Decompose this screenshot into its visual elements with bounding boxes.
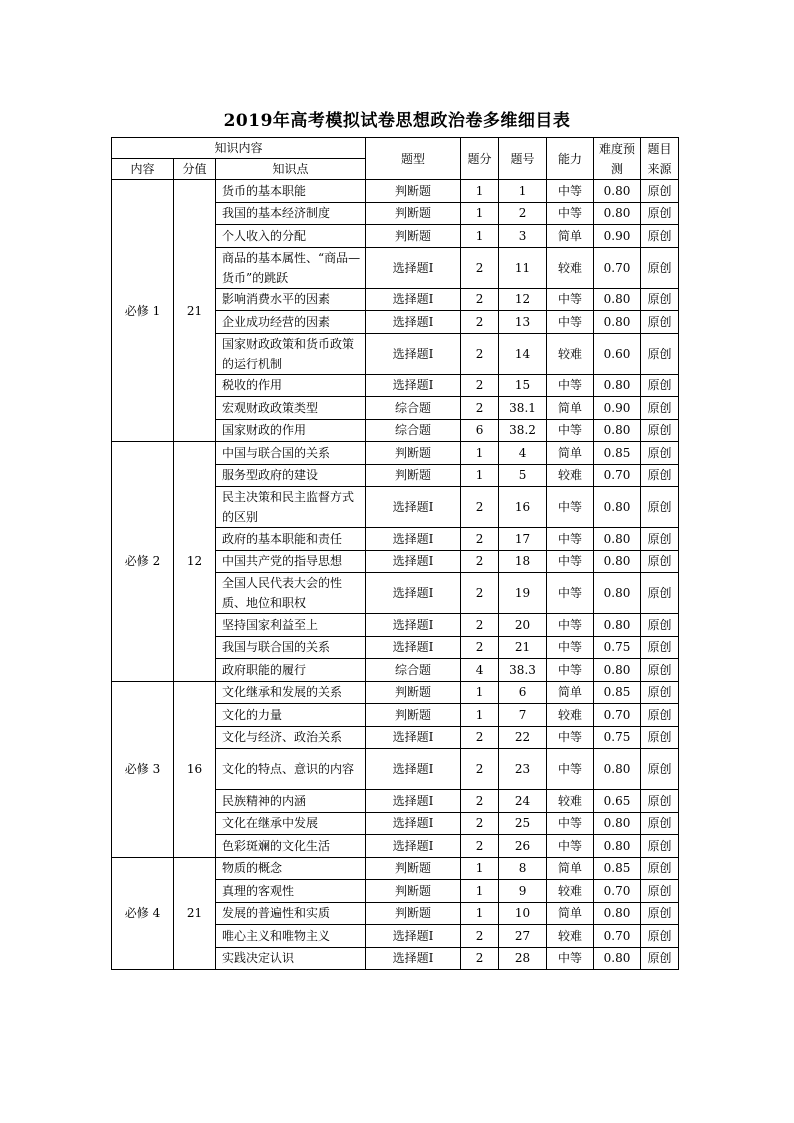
question-type-cell: 判断题 [366, 180, 461, 203]
source-cell: 原创 [641, 225, 679, 248]
question-type-cell: 选择题Ⅰ [366, 247, 461, 288]
group-score-cell: 16 [174, 681, 216, 857]
source-cell: 原创 [641, 573, 679, 614]
difficulty-cell: 0.75 [594, 636, 641, 659]
question-score-cell: 2 [461, 397, 499, 420]
question-score-cell: 2 [461, 835, 499, 858]
source-cell: 原创 [641, 659, 679, 682]
header-score: 分值 [174, 159, 216, 180]
knowledge-point-cell: 唯心主义和唯物主义 [216, 925, 366, 948]
question-score-cell: 1 [461, 880, 499, 903]
question-score-cell: 4 [461, 659, 499, 682]
knowledge-point-cell: 实践决定认识 [216, 947, 366, 970]
ability-cell: 简单 [547, 681, 594, 704]
knowledge-point-cell: 我国与联合国的关系 [216, 636, 366, 659]
difficulty-cell: 0.80 [594, 419, 641, 442]
question-type-cell: 判断题 [366, 880, 461, 903]
difficulty-cell: 0.80 [594, 180, 641, 203]
group-content-cell: 必修 4 [112, 857, 174, 970]
question-number-cell: 23 [499, 749, 547, 790]
question-number-cell: 6 [499, 681, 547, 704]
difficulty-cell: 0.70 [594, 464, 641, 487]
difficulty-cell: 0.80 [594, 311, 641, 334]
source-cell: 原创 [641, 614, 679, 637]
question-score-cell: 2 [461, 573, 499, 614]
source-cell: 原创 [641, 925, 679, 948]
difficulty-cell: 0.80 [594, 947, 641, 970]
knowledge-point-cell: 企业成功经营的因素 [216, 311, 366, 334]
question-score-cell: 2 [461, 550, 499, 573]
question-type-cell: 选择题Ⅰ [366, 925, 461, 948]
ability-cell: 简单 [547, 902, 594, 925]
ability-cell: 中等 [547, 180, 594, 203]
knowledge-point-cell: 国家财政政策和货币政策的运行机制 [216, 333, 366, 374]
ability-cell: 中等 [547, 573, 594, 614]
source-cell: 原创 [641, 947, 679, 970]
question-type-cell: 选择题Ⅰ [366, 947, 461, 970]
ability-cell: 中等 [547, 288, 594, 311]
question-number-cell: 9 [499, 880, 547, 903]
question-score-cell: 2 [461, 726, 499, 749]
knowledge-point-cell: 中国共产党的指导思想 [216, 550, 366, 573]
source-cell: 原创 [641, 835, 679, 858]
source-cell: 原创 [641, 374, 679, 397]
difficulty-cell: 0.80 [594, 202, 641, 225]
difficulty-cell: 0.70 [594, 880, 641, 903]
question-score-cell: 1 [461, 681, 499, 704]
question-score-cell: 2 [461, 487, 499, 528]
difficulty-cell: 0.80 [594, 374, 641, 397]
question-number-cell: 26 [499, 835, 547, 858]
header-point: 知识点 [216, 159, 366, 180]
question-type-cell: 选择题Ⅰ [366, 333, 461, 374]
ability-cell: 中等 [547, 487, 594, 528]
knowledge-point-cell: 货币的基本职能 [216, 180, 366, 203]
knowledge-point-cell: 中国与联合国的关系 [216, 442, 366, 465]
ability-cell: 中等 [547, 614, 594, 637]
ability-cell: 简单 [547, 225, 594, 248]
question-score-cell: 2 [461, 333, 499, 374]
source-cell: 原创 [641, 528, 679, 551]
knowledge-point-cell: 物质的概念 [216, 857, 366, 880]
ability-cell: 中等 [547, 550, 594, 573]
knowledge-point-cell: 发展的普遍性和实质 [216, 902, 366, 925]
knowledge-point-cell: 文化与经济、政治关系 [216, 726, 366, 749]
difficulty-cell: 0.80 [594, 528, 641, 551]
ability-cell: 简单 [547, 397, 594, 420]
question-type-cell: 选择题Ⅰ [366, 573, 461, 614]
question-type-cell: 选择题Ⅰ [366, 528, 461, 551]
ability-cell: 简单 [547, 442, 594, 465]
question-type-cell: 综合题 [366, 659, 461, 682]
question-score-cell: 2 [461, 749, 499, 790]
source-cell: 原创 [641, 902, 679, 925]
difficulty-cell: 0.75 [594, 726, 641, 749]
question-type-cell: 选择题Ⅰ [366, 636, 461, 659]
ability-cell: 较难 [547, 790, 594, 813]
question-number-cell: 10 [499, 902, 547, 925]
knowledge-point-cell: 文化的力量 [216, 704, 366, 727]
ability-cell: 中等 [547, 749, 594, 790]
question-score-cell: 1 [461, 442, 499, 465]
question-number-cell: 38.1 [499, 397, 547, 420]
difficulty-cell: 0.80 [594, 487, 641, 528]
source-cell: 原创 [641, 487, 679, 528]
question-type-cell: 选择题Ⅰ [366, 726, 461, 749]
difficulty-cell: 0.60 [594, 333, 641, 374]
question-score-cell: 2 [461, 247, 499, 288]
source-cell: 原创 [641, 442, 679, 465]
ability-cell: 较难 [547, 333, 594, 374]
question-score-cell: 2 [461, 790, 499, 813]
table-body [112, 180, 679, 970]
question-number-cell: 18 [499, 550, 547, 573]
question-type-cell: 选择题Ⅰ [366, 749, 461, 790]
question-number-cell: 7 [499, 704, 547, 727]
difficulty-cell: 0.80 [594, 614, 641, 637]
question-type-cell: 判断题 [366, 225, 461, 248]
question-number-cell: 17 [499, 528, 547, 551]
source-cell: 原创 [641, 311, 679, 334]
question-type-cell: 选择题Ⅰ [366, 614, 461, 637]
question-type-cell: 判断题 [366, 202, 461, 225]
source-cell: 原创 [641, 681, 679, 704]
question-number-cell: 3 [499, 225, 547, 248]
header-difficulty: 难度预测 [594, 138, 641, 180]
source-cell: 原创 [641, 726, 679, 749]
question-type-cell: 选择题Ⅰ [366, 374, 461, 397]
knowledge-point-cell: 影响消费水平的因素 [216, 288, 366, 311]
question-type-cell: 综合题 [366, 397, 461, 420]
source-cell: 原创 [641, 704, 679, 727]
source-cell: 原创 [641, 636, 679, 659]
question-score-cell: 2 [461, 636, 499, 659]
question-score-cell: 2 [461, 311, 499, 334]
question-score-cell: 2 [461, 288, 499, 311]
ability-cell: 中等 [547, 311, 594, 334]
question-type-cell: 选择题Ⅰ [366, 311, 461, 334]
difficulty-cell: 0.85 [594, 681, 641, 704]
source-cell: 原创 [641, 202, 679, 225]
question-score-cell: 2 [461, 614, 499, 637]
ability-cell: 较难 [547, 925, 594, 948]
question-number-cell: 38.2 [499, 419, 547, 442]
difficulty-cell: 0.85 [594, 442, 641, 465]
question-number-cell: 16 [499, 487, 547, 528]
difficulty-cell: 0.80 [594, 812, 641, 835]
question-number-cell: 19 [499, 573, 547, 614]
source-cell: 原创 [641, 550, 679, 573]
ability-cell: 中等 [547, 726, 594, 749]
page-title: 2019年高考模拟试卷思想政治卷多维细目表 [223, 111, 571, 131]
difficulty-cell: 0.80 [594, 749, 641, 790]
knowledge-point-cell: 坚持国家利益至上 [216, 614, 366, 637]
source-cell: 原创 [641, 333, 679, 374]
ability-cell: 较难 [547, 247, 594, 288]
difficulty-cell: 0.80 [594, 288, 641, 311]
ability-cell: 中等 [547, 947, 594, 970]
question-number-cell: 15 [499, 374, 547, 397]
ability-cell: 中等 [547, 374, 594, 397]
question-number-cell: 11 [499, 247, 547, 288]
difficulty-cell: 0.90 [594, 225, 641, 248]
difficulty-cell: 0.85 [594, 857, 641, 880]
source-cell: 原创 [641, 464, 679, 487]
ability-cell: 较难 [547, 880, 594, 903]
question-score-cell: 1 [461, 704, 499, 727]
knowledge-point-cell: 政府的基本职能和责任 [216, 528, 366, 551]
source-cell: 原创 [641, 790, 679, 813]
question-score-cell: 6 [461, 419, 499, 442]
knowledge-point-cell: 服务型政府的建设 [216, 464, 366, 487]
question-number-cell: 13 [499, 311, 547, 334]
difficulty-cell: 0.80 [594, 902, 641, 925]
difficulty-cell: 0.80 [594, 659, 641, 682]
header-qnum: 题号 [499, 138, 547, 180]
difficulty-cell: 0.80 [594, 550, 641, 573]
source-cell: 原创 [641, 247, 679, 288]
question-score-cell: 1 [461, 902, 499, 925]
difficulty-cell: 0.70 [594, 704, 641, 727]
source-cell: 原创 [641, 288, 679, 311]
knowledge-point-cell: 个人收入的分配 [216, 225, 366, 248]
question-score-cell: 2 [461, 947, 499, 970]
header-qscore: 题分 [461, 138, 499, 180]
header-type: 题型 [366, 138, 461, 180]
question-type-cell: 判断题 [366, 857, 461, 880]
source-cell: 原创 [641, 749, 679, 790]
question-type-cell: 判断题 [366, 464, 461, 487]
knowledge-point-cell: 商品的基本属性、“商品—货币”的跳跃 [216, 247, 366, 288]
source-cell: 原创 [641, 180, 679, 203]
question-type-cell: 选择题Ⅰ [366, 812, 461, 835]
knowledge-point-cell: 国家财政的作用 [216, 419, 366, 442]
question-score-cell: 2 [461, 528, 499, 551]
question-score-cell: 2 [461, 374, 499, 397]
table-row [112, 442, 679, 465]
question-number-cell: 21 [499, 636, 547, 659]
header-knowledge: 知识内容 [112, 138, 366, 159]
ability-cell: 中等 [547, 659, 594, 682]
knowledge-point-cell: 文化继承和发展的关系 [216, 681, 366, 704]
difficulty-cell: 0.65 [594, 790, 641, 813]
header-row [112, 138, 679, 159]
knowledge-point-cell: 税收的作用 [216, 374, 366, 397]
question-number-cell: 38.3 [499, 659, 547, 682]
question-type-cell: 选择题Ⅰ [366, 790, 461, 813]
question-number-cell: 5 [499, 464, 547, 487]
ability-cell: 中等 [547, 636, 594, 659]
question-number-cell: 22 [499, 726, 547, 749]
knowledge-point-cell: 宏观财政政策类型 [216, 397, 366, 420]
group-content-cell: 必修 1 [112, 180, 174, 442]
question-number-cell: 12 [499, 288, 547, 311]
question-score-cell: 1 [461, 857, 499, 880]
group-score-cell: 21 [174, 857, 216, 970]
group-score-cell: 21 [174, 180, 216, 442]
question-number-cell: 24 [499, 790, 547, 813]
knowledge-point-cell: 民主决策和民主监督方式的区别 [216, 487, 366, 528]
question-number-cell: 14 [499, 333, 547, 374]
question-score-cell: 1 [461, 202, 499, 225]
table-row [112, 180, 679, 203]
question-type-cell: 综合题 [366, 419, 461, 442]
difficulty-cell: 0.80 [594, 835, 641, 858]
question-number-cell: 2 [499, 202, 547, 225]
source-cell: 原创 [641, 880, 679, 903]
ability-cell: 中等 [547, 202, 594, 225]
table-row [112, 857, 679, 880]
question-type-cell: 判断题 [366, 902, 461, 925]
ability-cell: 中等 [547, 812, 594, 835]
header-source: 题目来源 [641, 138, 679, 180]
source-cell: 原创 [641, 397, 679, 420]
question-score-cell: 2 [461, 812, 499, 835]
group-content-cell: 必修 2 [112, 442, 174, 682]
difficulty-cell: 0.80 [594, 573, 641, 614]
knowledge-point-cell: 民族精神的内涵 [216, 790, 366, 813]
question-number-cell: 28 [499, 947, 547, 970]
question-number-cell: 20 [499, 614, 547, 637]
question-type-cell: 选择题Ⅰ [366, 288, 461, 311]
difficulty-cell: 0.70 [594, 925, 641, 948]
question-number-cell: 8 [499, 857, 547, 880]
question-score-cell: 1 [461, 225, 499, 248]
table-row [112, 681, 679, 704]
knowledge-point-cell: 文化在继承中发展 [216, 812, 366, 835]
ability-cell: 中等 [547, 419, 594, 442]
question-type-cell: 选择题Ⅰ [366, 487, 461, 528]
question-type-cell: 判断题 [366, 681, 461, 704]
question-number-cell: 4 [499, 442, 547, 465]
question-number-cell: 27 [499, 925, 547, 948]
question-score-cell: 1 [461, 464, 499, 487]
knowledge-point-cell: 真理的客观性 [216, 880, 366, 903]
source-cell: 原创 [641, 857, 679, 880]
knowledge-point-cell: 全国人民代表大会的性质、地位和职权 [216, 573, 366, 614]
question-type-cell: 判断题 [366, 442, 461, 465]
question-type-cell: 选择题Ⅰ [366, 550, 461, 573]
group-content-cell: 必修 3 [112, 681, 174, 857]
question-type-cell: 选择题Ⅰ [366, 835, 461, 858]
question-score-cell: 1 [461, 180, 499, 203]
difficulty-cell: 0.90 [594, 397, 641, 420]
question-score-cell: 2 [461, 925, 499, 948]
ability-cell: 简单 [547, 857, 594, 880]
group-score-cell: 12 [174, 442, 216, 682]
knowledge-point-cell: 政府职能的履行 [216, 659, 366, 682]
question-type-cell: 判断题 [366, 704, 461, 727]
source-cell: 原创 [641, 812, 679, 835]
header-ability: 能力 [547, 138, 594, 180]
ability-cell: 较难 [547, 704, 594, 727]
question-number-cell: 1 [499, 180, 547, 203]
difficulty-cell: 0.70 [594, 247, 641, 288]
knowledge-point-cell: 文化的特点、意识的内容 [216, 749, 366, 790]
ability-cell: 较难 [547, 464, 594, 487]
ability-cell: 中等 [547, 528, 594, 551]
knowledge-point-cell: 色彩斑斓的文化生活 [216, 835, 366, 858]
question-number-cell: 25 [499, 812, 547, 835]
header-content: 内容 [112, 159, 174, 180]
knowledge-point-cell: 我国的基本经济制度 [216, 202, 366, 225]
spec-table [111, 137, 679, 970]
ability-cell: 中等 [547, 835, 594, 858]
source-cell: 原创 [641, 419, 679, 442]
